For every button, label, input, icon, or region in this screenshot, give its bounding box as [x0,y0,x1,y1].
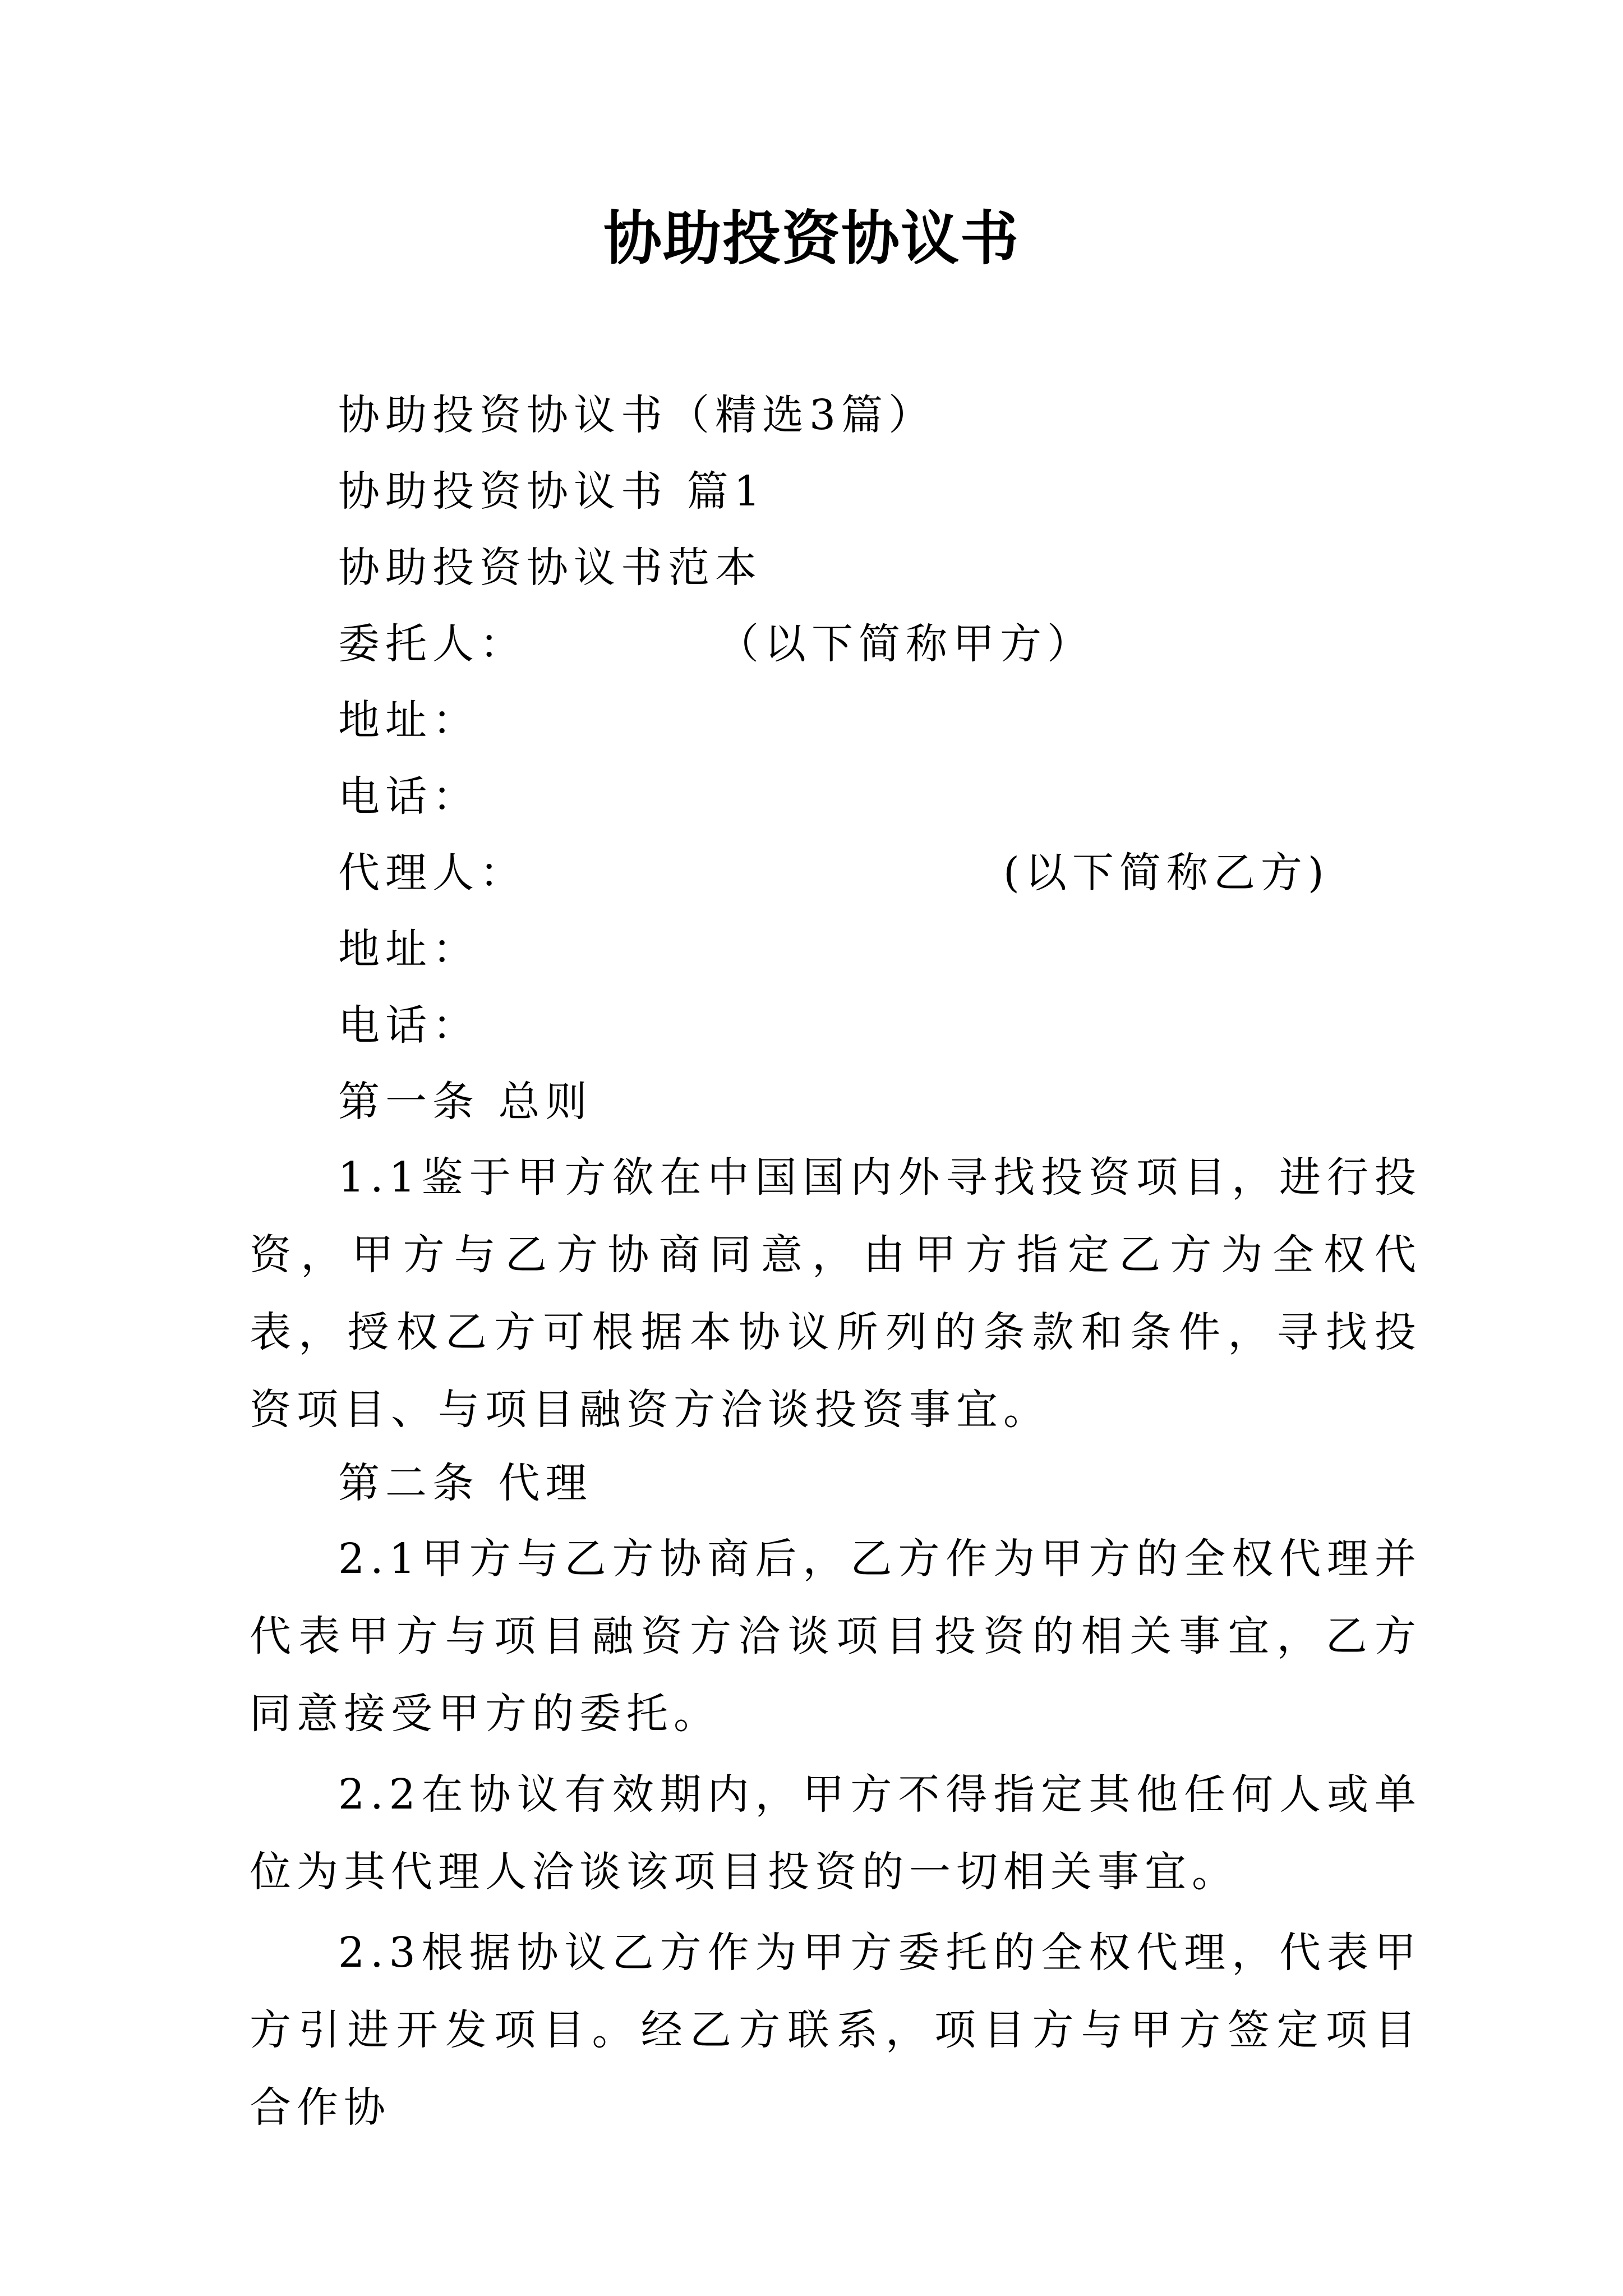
principal-line [338,616,1094,672]
agent-phone-label: 电话： [338,1001,479,1050]
agent-address-label: 地址： [338,925,479,973]
principal-note: （以下简称甲方） [717,620,1094,668]
template-heading: 协助投资协议书范本 [338,544,762,592]
article-2-heading: 第二条 代理 [338,1459,593,1507]
agent-label: 代理人： [338,849,527,897]
clause-2-3: 2.3根据协议乙方作为甲方委托的全权代理，代表甲方引进开发项目。经乙方联系，项目方与甲方签定项目合作协 [250,1929,1422,2132]
agent-line [338,845,1330,901]
clause-1-1: 1.1鉴于甲方欲在中国国内外寻找投资项目，进行投资，甲方与乙方协商同意，由甲方指定乙方为全权代表，授权乙方可根据本协议所列的条款和条件，寻找投资项目、与项目融资方洽谈投资事宜。 [250,1153,1422,1434]
agent-note: (以下简称乙方) [1003,849,1330,897]
clause-2-1: 2.1甲方与乙方协商后，乙方作为甲方的全权代理并代表甲方与项目融资方洽谈项目投资的相关事宜，乙方同意接受甲方的委托。 [250,1535,1422,1738]
principal-label: 委托人： [338,620,527,668]
principal-phone-label: 电话： [338,772,479,821]
clause-2-2: 2.2在协议有效期内，甲方不得指定其他任何人或单位为其代理人洽谈该项目投资的一切相关事宜。 [250,1770,1422,1896]
document-title: 协助投资协议书 [603,204,1020,273]
principal-address-label: 地址： [338,696,479,744]
document-subtitle: 协助投资协议书（精选3篇） [338,391,936,439]
part-heading: 协助投资协议书 篇1 [338,467,766,516]
article-1-heading: 第一条 总则 [338,1078,593,1126]
